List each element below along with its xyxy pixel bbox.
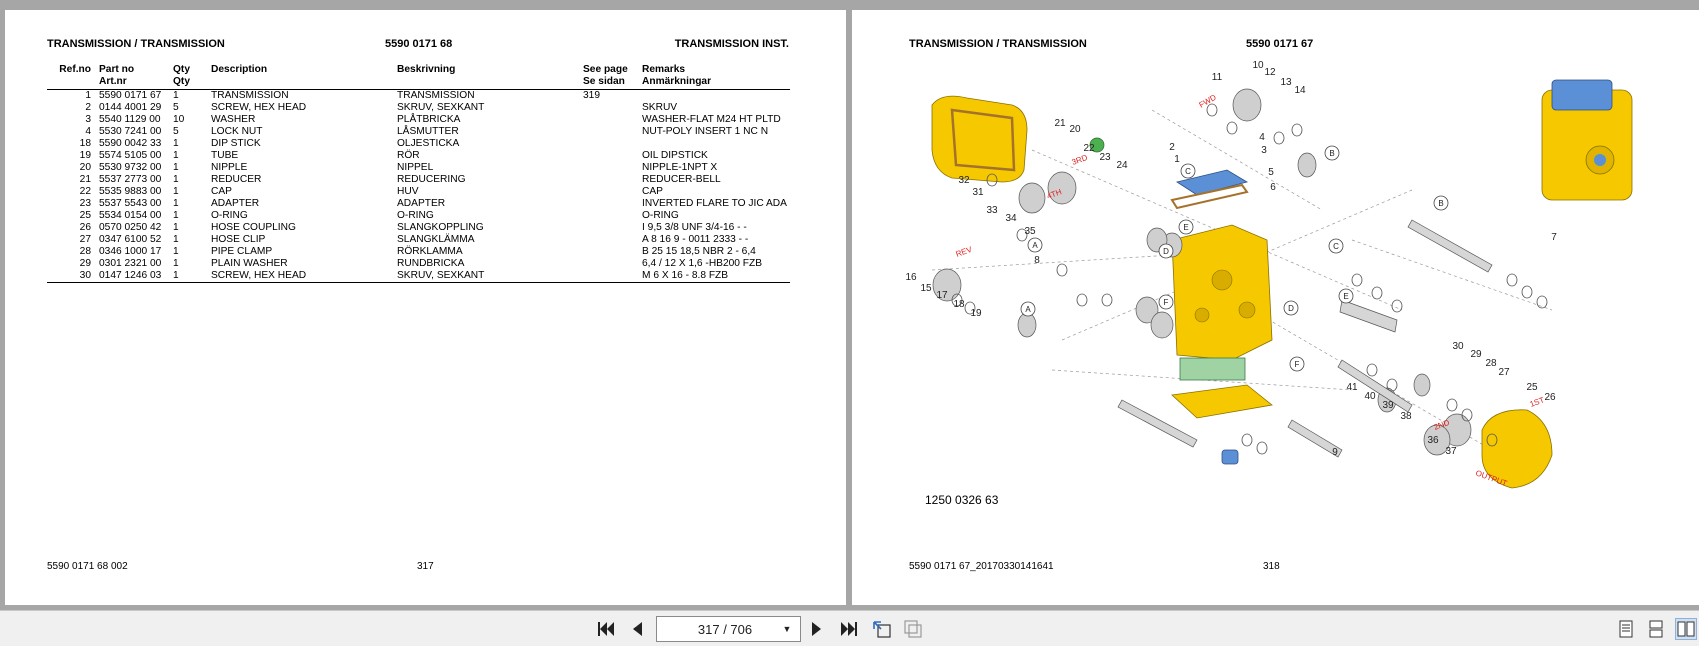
callout-33: 33 [986, 205, 998, 216]
row-description: TUBE [211, 150, 239, 161]
row-description: TRANSMISSION [211, 90, 289, 101]
row-description: SCREW, HEX HEAD [211, 102, 307, 113]
callout-17: 17 [936, 290, 948, 301]
row-ref: 30 [47, 270, 97, 283]
row-part-no: 5537 2773 00 [99, 174, 162, 185]
row-ref: 26 [79, 222, 91, 233]
row-see-page[interactable] [581, 162, 640, 174]
row-remarks: INVERTED FLARE TO JIC ADA [642, 198, 787, 209]
svg-text:D: D [1288, 304, 1294, 313]
svg-text:C: C [1185, 167, 1191, 176]
callout-31: 31 [972, 187, 984, 198]
seal-ring [1077, 294, 1087, 306]
row-remarks: SKRUV [642, 102, 678, 113]
svg-text:C: C [1333, 242, 1339, 251]
col-part-no-sv: Art.nr [97, 76, 171, 90]
row-part-no: 0570 0250 42 [99, 222, 162, 233]
row-see-page[interactable] [581, 222, 640, 234]
callout-36: 36 [1427, 435, 1439, 446]
seal-ring [1537, 296, 1547, 308]
row-ref: 19 [79, 150, 91, 161]
row-part-no: 5590 0042 33 [99, 138, 162, 149]
svg-text:A: A [1032, 241, 1038, 250]
row-see-page[interactable] [581, 270, 640, 283]
row-ref: 25 [79, 210, 91, 221]
seal-ring [1392, 300, 1402, 312]
row-ref: 20 [79, 162, 91, 173]
seal-ring [1522, 286, 1532, 298]
table-row [47, 246, 790, 258]
seal-ring [1274, 132, 1284, 144]
row-beskrivning: O-RING [397, 210, 434, 221]
row-remarks: A 8 16 9 - 0011 2333 - - [642, 234, 749, 245]
row-qty: 1 [173, 174, 179, 185]
row-qty: 1 [173, 210, 179, 221]
reference-letter-a [1028, 238, 1042, 252]
previous-page-icon[interactable] [626, 618, 648, 640]
col-remarks-sv: Anmärkningar [640, 76, 790, 90]
gear-label-3rd: 3RD [1070, 152, 1089, 167]
col-remarks: Remarks [642, 64, 686, 75]
callout-24: 24 [1116, 160, 1128, 171]
seal-ring [1057, 264, 1067, 276]
svg-text:B: B [1438, 199, 1444, 208]
row-remarks: REDUCER-BELL [642, 174, 721, 185]
figure-number: 1250 0326 63 [925, 493, 999, 507]
row-see-page[interactable] [581, 210, 640, 222]
table-row [47, 270, 790, 283]
next-page-icon[interactable] [806, 618, 828, 640]
callout-6: 6 [1270, 182, 1276, 193]
row-qty: 1 [173, 162, 179, 173]
callout-35: 35 [1024, 226, 1036, 237]
reference-letter-c [1181, 164, 1195, 178]
seal-ring [1447, 399, 1457, 411]
table-row [47, 138, 790, 150]
row-qty: 1 [173, 150, 179, 161]
callout-20: 20 [1069, 124, 1081, 135]
row-description: DIP STICK [211, 138, 261, 149]
col-description: Description [211, 64, 268, 75]
row-part-no: 0346 1000 17 [99, 246, 162, 257]
row-remarks: B 25 15 18,5 NBR 2 - 6,4 [642, 246, 756, 257]
row-see-page[interactable] [581, 258, 640, 270]
row-description: HOSE CLIP [211, 234, 266, 245]
svg-text:E: E [1183, 223, 1189, 232]
callout-28: 28 [1485, 358, 1497, 369]
callout-25: 25 [1526, 382, 1538, 393]
col-qty: Qty [173, 64, 190, 75]
row-ref: 28 [79, 246, 91, 257]
row-beskrivning: NIPPEL [397, 162, 434, 173]
callout-4: 4 [1259, 132, 1265, 143]
callout-3: 3 [1261, 145, 1267, 156]
row-ref: 21 [79, 174, 91, 185]
row-see-page[interactable] [581, 138, 640, 150]
row-beskrivning: RÖR [397, 150, 420, 161]
table-row [47, 174, 790, 186]
table-row [47, 90, 790, 103]
table-row [47, 198, 790, 210]
page-title-right: TRANSMISSION / TRANSMISSION [909, 38, 1087, 50]
row-beskrivning: PLÅTBRICKA [397, 114, 461, 125]
callout-2: 2 [1169, 142, 1175, 153]
row-see-page[interactable]: 319 [583, 90, 600, 101]
seal-ring [1367, 364, 1377, 376]
row-qty: 5 [173, 126, 179, 137]
row-part-no: 5574 5105 00 [99, 150, 162, 161]
first-page-icon[interactable] [595, 618, 617, 640]
row-ref: 4 [85, 126, 91, 137]
seal-ring [1507, 274, 1517, 286]
next-view-icon[interactable] [902, 618, 924, 640]
row-description: O-RING [211, 210, 248, 221]
row-beskrivning: OLJESTICKA [397, 138, 460, 149]
row-see-page[interactable] [581, 234, 640, 246]
col-part-no: Part no [99, 64, 135, 75]
reference-letter-c [1329, 239, 1343, 253]
row-remarks: NIPPLE-1NPT X [642, 162, 718, 173]
row-ref: 29 [79, 258, 91, 269]
row-part-no: 5590 0171 67 [99, 90, 162, 101]
callout-7: 7 [1551, 232, 1557, 243]
row-qty: 1 [173, 138, 179, 149]
chevron-down-icon[interactable]: ▼ [782, 624, 792, 634]
row-remarks: WASHER-FLAT M24 HT PLTD [642, 114, 781, 125]
seal-ring [1102, 294, 1112, 306]
seal-ring [1352, 274, 1362, 286]
table-row [47, 102, 790, 114]
row-part-no: 0347 6100 52 [99, 234, 162, 245]
row-qty: 5 [173, 102, 179, 113]
seal-ring [1257, 442, 1267, 454]
reference-letter-f [1290, 357, 1304, 371]
table-row [47, 234, 790, 246]
row-see-page[interactable] [581, 114, 640, 126]
previous-view-icon[interactable] [871, 618, 893, 640]
right-page [852, 10, 1699, 605]
callout-13: 13 [1280, 77, 1292, 88]
callout-38: 38 [1400, 411, 1412, 422]
callout-18: 18 [953, 299, 965, 310]
callout-11: 11 [1211, 72, 1223, 83]
row-remarks: 6,4 / 12 X 1,6 -HB200 FZB [642, 258, 763, 269]
gear-label-1st: 1ST [1528, 395, 1546, 409]
row-beskrivning: RUNDBRICKA [397, 258, 465, 269]
callout-41: 41 [1346, 382, 1358, 393]
table-row [47, 126, 790, 138]
row-qty: 1 [173, 246, 179, 257]
row-description: HOSE COUPLING [211, 222, 296, 233]
col-see-page-sv: Se sidan [581, 76, 640, 90]
callout-21: 21 [1054, 118, 1066, 129]
page-number-field[interactable] [656, 616, 801, 642]
row-qty: 1 [173, 258, 179, 269]
row-part-no: 5534 0154 00 [99, 210, 162, 221]
callout-39: 39 [1382, 400, 1394, 411]
last-page-icon[interactable] [838, 618, 860, 640]
row-part-no: 0147 1246 03 [97, 270, 171, 283]
page-number-input[interactable] [657, 622, 775, 637]
continuous-view-icon[interactable] [1645, 618, 1667, 640]
col-see-page: See page [583, 64, 628, 75]
callout-12: 12 [1264, 67, 1276, 78]
row-see-page[interactable] [581, 174, 640, 186]
row-see-page[interactable] [581, 246, 640, 258]
callout-37: 37 [1445, 446, 1457, 457]
callout-34: 34 [1005, 213, 1017, 224]
row-remarks: M 6 X 16 - 8.8 FZB [640, 270, 790, 283]
footer-page-number-right: 318 [1263, 561, 1280, 572]
row-see-page[interactable] [581, 102, 640, 114]
footer-page-number: 317 [417, 561, 434, 572]
callout-16: 16 [905, 272, 917, 283]
gear-label-output: OUTPUT [1474, 468, 1509, 489]
seal-ring [1227, 122, 1237, 134]
row-qty: 1 [173, 186, 179, 197]
callout-14: 14 [1294, 85, 1306, 96]
row-description: SCREW, HEX HEAD [209, 270, 395, 283]
row-beskrivning: SKRUV, SEXKANT [397, 102, 485, 113]
row-description: WASHER [211, 114, 256, 125]
row-remarks: O-RING [642, 210, 679, 221]
row-ref: 3 [85, 114, 91, 125]
row-description: LOCK NUT [211, 126, 263, 137]
callout-23: 23 [1099, 152, 1111, 163]
table-row [47, 186, 790, 198]
row-remarks: I 9,5 3/8 UNF 3/4-16 - - [642, 222, 747, 233]
reference-letter-f [1159, 295, 1173, 309]
svg-text:F: F [1294, 360, 1300, 369]
row-ref: 27 [79, 234, 91, 245]
table-row [47, 162, 790, 174]
section-title: TRANSMISSION INST. [674, 38, 789, 50]
callout-9: 9 [1332, 447, 1338, 458]
callout-1: 1 [1174, 154, 1180, 165]
row-part-no: 5530 7241 00 [99, 126, 162, 137]
row-qty: 1 [171, 270, 209, 283]
row-see-page[interactable] [581, 186, 640, 198]
row-description: CAP [211, 186, 232, 197]
callout-10: 10 [1252, 60, 1264, 71]
row-part-no: 5535 9883 00 [99, 186, 162, 197]
callout-30: 30 [1452, 341, 1464, 352]
row-ref: 2 [85, 102, 91, 113]
seal-ring [1292, 124, 1302, 136]
table-row [47, 114, 790, 126]
row-see-page[interactable] [581, 150, 640, 162]
assembly-part-number: 5590 0171 68 [385, 38, 453, 50]
single-page-view-icon[interactable] [1615, 618, 1637, 640]
reference-letter-e [1179, 220, 1193, 234]
two-page-view-icon[interactable] [1675, 618, 1697, 640]
main-housing-image [1172, 225, 1272, 418]
row-part-no: 0301 2321 00 [99, 258, 162, 269]
row-part-no: 5530 9732 00 [99, 162, 162, 173]
callout-32: 32 [958, 175, 970, 186]
row-description: NIPPLE [211, 162, 248, 173]
reference-letter-b [1434, 196, 1448, 210]
row-remarks: OIL DIPSTICK [642, 150, 708, 161]
row-remarks [640, 138, 790, 150]
callout-26: 26 [1544, 392, 1556, 403]
table-row [47, 222, 790, 234]
row-ref: 18 [79, 138, 91, 149]
svg-text:F: F [1163, 298, 1169, 307]
callout-8: 8 [1034, 255, 1040, 266]
row-qty: 1 [173, 234, 179, 245]
gear-label-fwd: FWD [1197, 92, 1218, 110]
row-description: PIPE CLAMP [211, 246, 273, 257]
viewer-toolbar [0, 610, 1699, 646]
reference-letter-e [1339, 289, 1353, 303]
row-part-no: 0144 4001 29 [99, 102, 162, 113]
row-qty: 10 [173, 114, 185, 125]
table-row [47, 258, 790, 270]
row-qty: 1 [173, 222, 179, 233]
assembly-part-number-right: 5590 0171 67 [1246, 38, 1314, 50]
gear-label-rev: REV [954, 244, 974, 259]
row-beskrivning: LÅSMUTTER [397, 126, 459, 137]
reference-letter-a [1021, 302, 1035, 316]
row-see-page[interactable] [581, 198, 640, 210]
page-title: TRANSMISSION / TRANSMISSION [47, 38, 225, 50]
svg-text:B: B [1329, 149, 1335, 158]
callout-29: 29 [1470, 349, 1482, 360]
row-beskrivning: SLANGKOPPLING [397, 222, 484, 233]
callout-40: 40 [1364, 391, 1376, 402]
footer-doc-code: 5590 0171 68 002 [47, 561, 128, 572]
callout-19: 19 [970, 308, 982, 319]
row-ref: 1 [85, 90, 91, 101]
gear-label-4th: 4TH [1045, 187, 1063, 201]
seal-ring [1372, 287, 1382, 299]
reference-letter-b [1325, 146, 1339, 160]
row-beskrivning: SLANGKLÄMMA [397, 234, 475, 245]
row-beskrivning: ADAPTER [397, 198, 446, 209]
seal-ring [1387, 379, 1397, 391]
row-description: REDUCER [211, 174, 262, 185]
row-description: PLAIN WASHER [211, 258, 288, 269]
svg-text:E: E [1343, 292, 1349, 301]
row-ref: 22 [79, 186, 91, 197]
reference-letter-d [1284, 301, 1298, 315]
footer-doc-code-right: 5590 0171 67_20170330141641 [909, 561, 1054, 572]
svg-text:D: D [1163, 247, 1169, 256]
row-beskrivning: REDUCERING [397, 174, 466, 185]
row-ref: 23 [79, 198, 91, 209]
col-qty-sv: Qty [171, 76, 209, 90]
callout-22: 22 [1083, 143, 1095, 154]
row-description: ADAPTER [211, 198, 260, 209]
row-remarks: NUT-POLY INSERT 1 NC N [642, 126, 769, 137]
table-row [47, 150, 790, 162]
exploded-view-drawing [852, 10, 1699, 555]
parts-table [47, 64, 790, 283]
row-qty: 1 [173, 90, 179, 101]
row-beskrivning: HUV [397, 186, 419, 197]
row-remarks [640, 90, 790, 103]
gear-label-2nd: 2ND [1432, 417, 1451, 432]
callout-15: 15 [920, 283, 932, 294]
col-beskrivning: Beskrivning [397, 64, 456, 75]
row-part-no: 5537 5543 00 [99, 198, 162, 209]
col-ref: Ref.no [59, 64, 91, 75]
left-page [5, 10, 846, 605]
row-beskrivning: TRANSMISSION [397, 90, 475, 101]
reference-letter-d [1159, 244, 1173, 258]
row-remarks: CAP [642, 186, 663, 197]
callout-5: 5 [1268, 167, 1274, 178]
table-row [47, 210, 790, 222]
row-qty: 1 [173, 198, 179, 209]
svg-text:A: A [1025, 305, 1031, 314]
row-beskrivning: SKRUV, SEXKANT [395, 270, 581, 283]
row-beskrivning: RÖRKLAMMA [397, 246, 463, 257]
assembled-transmission-image [1542, 80, 1632, 200]
callout-27: 27 [1498, 367, 1510, 378]
row-see-page[interactable] [581, 126, 640, 138]
row-part-no: 5540 1129 00 [99, 114, 161, 125]
seal-ring [1242, 434, 1252, 446]
